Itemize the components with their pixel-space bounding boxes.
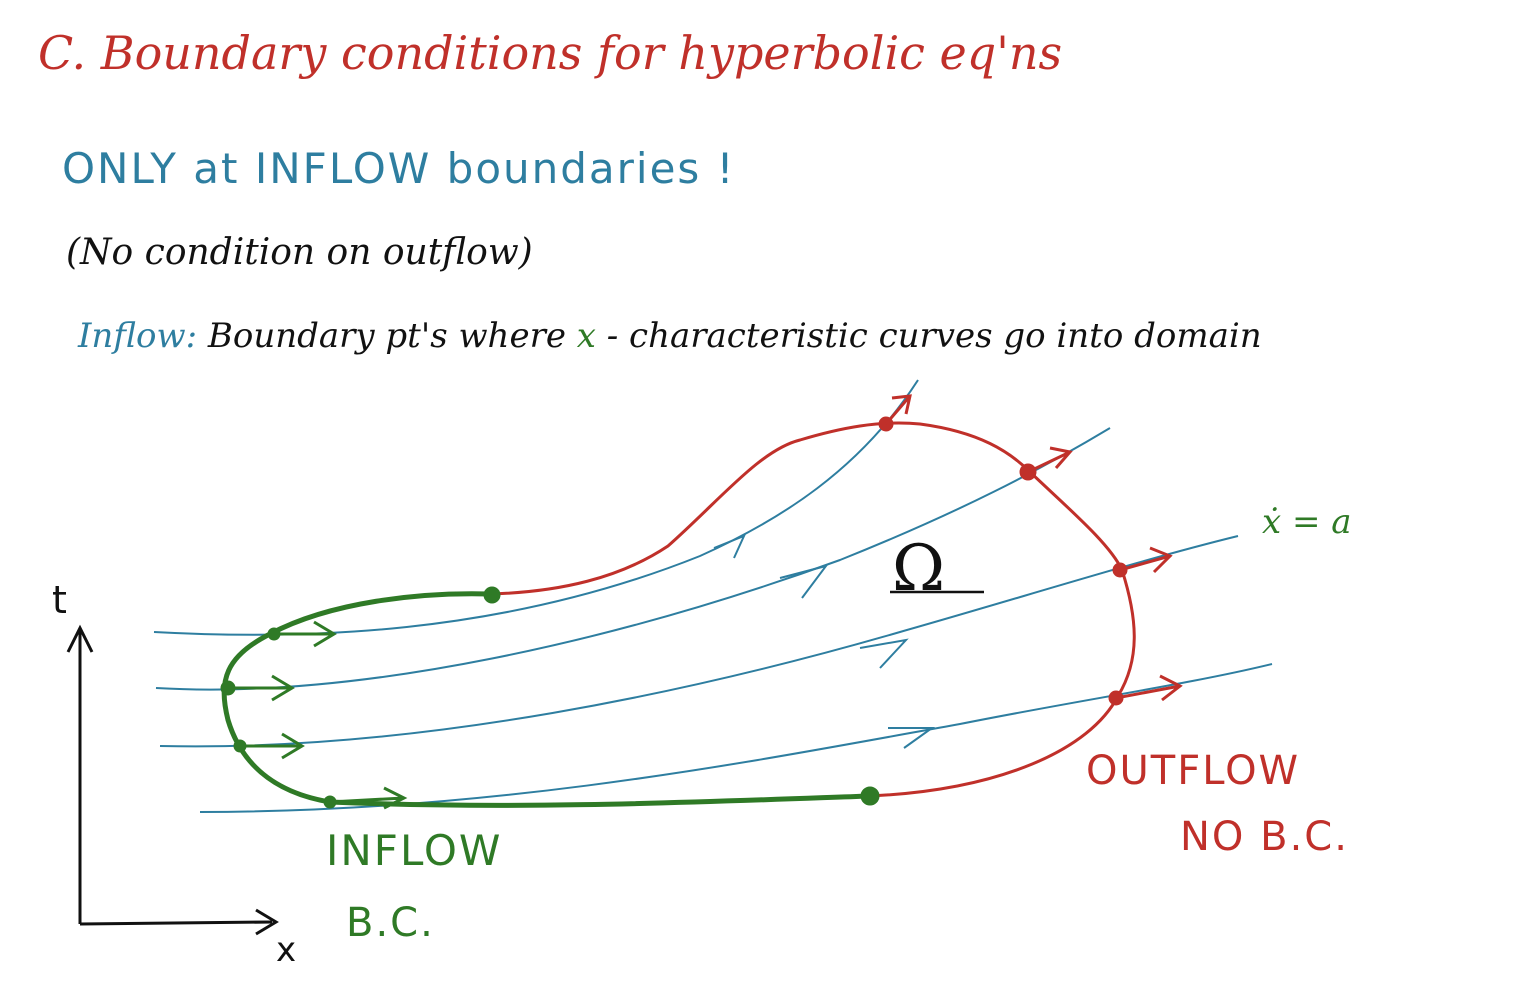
- characteristic-arrowhead: [860, 640, 906, 668]
- inflow-arrow: [240, 734, 302, 758]
- inflow-label: INFLOW: [326, 826, 503, 875]
- subtitle-inflow-only: ONLY at INFLOW boundaries !: [62, 144, 736, 193]
- x-axis: [80, 922, 272, 924]
- outflow-boundary: [490, 423, 1134, 796]
- inflow-point: [484, 587, 500, 603]
- x-axis-label: x: [276, 930, 297, 970]
- inflow-definition-variable: x: [576, 316, 596, 356]
- inflow-definition-label: Inflow:: [78, 316, 198, 356]
- domain-boundary: [224, 423, 1134, 805]
- characteristic-curve: [156, 428, 1110, 690]
- inflow-bc-label: B.C.: [346, 900, 435, 946]
- characteristic-equation: ẋ = a: [1262, 502, 1352, 542]
- outflow-arrow: [1028, 448, 1070, 472]
- inflow-arrow: [228, 676, 292, 700]
- inflow-definition-text-before: Boundary pt's where: [207, 316, 566, 356]
- inflow-point: [861, 787, 879, 805]
- inflow-definition-text-after: - characteristic curves go into domain: [606, 316, 1262, 356]
- domain-omega-label: Ω: [892, 532, 946, 606]
- t-axis-label: t: [52, 578, 67, 622]
- inflow-arrows: [228, 622, 404, 808]
- outflow-arrow: [886, 396, 910, 424]
- outflow-label: OUTFLOW: [1086, 748, 1301, 794]
- page-title: C. Boundary conditions for hyperbolic eq'ns: [38, 26, 1063, 80]
- inflow-points: [221, 587, 879, 808]
- note-no-outflow-condition: (No condition on outflow): [66, 232, 533, 273]
- characteristic-arrowhead: [714, 536, 744, 558]
- characteristic-arrowhead: [780, 566, 826, 598]
- outflow-no-bc-label: NO B.C.: [1180, 814, 1349, 860]
